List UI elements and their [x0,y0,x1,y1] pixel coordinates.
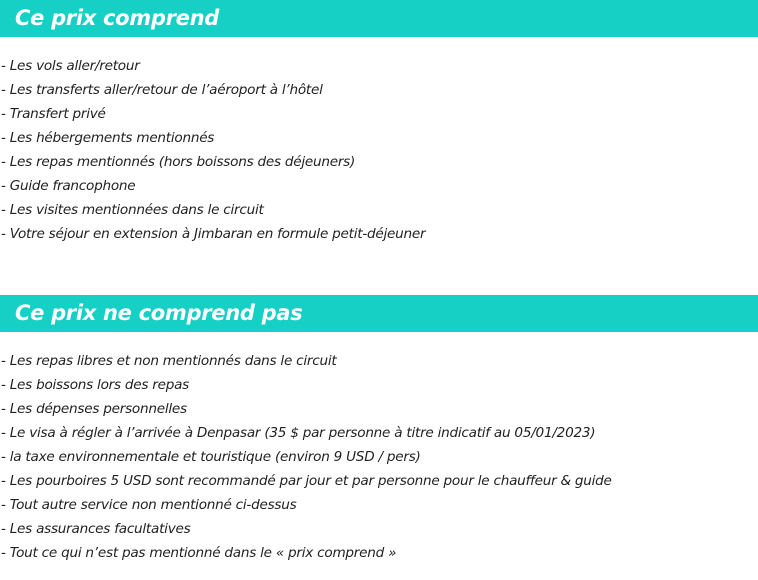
list-item: - Tout autre service non mentionné ci-dessus [1,497,297,513]
list-item: - Les hébergements mentionnés [1,130,215,146]
section-title: Ce prix comprend [15,5,219,30]
list-item: - Guide francophone [1,178,136,194]
section-price-excludes [0,295,758,561]
list-item: - Les pourboires 5 USD sont recommandé par jour et par personne pour le chauffeur & guide [1,473,612,489]
list-item: - Les repas mentionnés (hors boissons des déjeuners) [1,154,356,170]
section-price-includes [0,0,758,242]
section-banner [0,0,758,37]
list-item: - Tout ce qui n’est pas mentionné dans le « prix comprend » [1,545,397,561]
section-title: Ce prix ne comprend pas [15,300,303,325]
excluded-items-list [1,350,612,566]
list-item: - Transfert privé [1,106,106,122]
list-item: - Les repas libres et non mentionnés dans le circuit [1,353,337,369]
list-item: - la taxe environnementale et touristique (environ 9 USD / pers) [1,449,421,465]
list-item: - Les assurances facultatives [1,521,191,537]
list-item: - Les boissons lors des repas [1,377,190,393]
list-item: - Votre séjour en extension à Jimbaran en formule petit-déjeuner [1,226,426,242]
included-items-list [1,55,425,247]
section-banner [0,295,758,332]
list-item: - Les dépenses personnelles [1,401,187,417]
list-item: - Les transferts aller/retour de l’aéroport à l’hôtel [1,82,323,98]
list-item: - Le visa à régler à l’arrivée à Denpasar (35 $ par personne à titre indicatif au 05/01/2023) [1,425,596,441]
list-item: - Les vols aller/retour [1,58,140,74]
list-item: - Les visites mentionnées dans le circuit [1,202,264,218]
